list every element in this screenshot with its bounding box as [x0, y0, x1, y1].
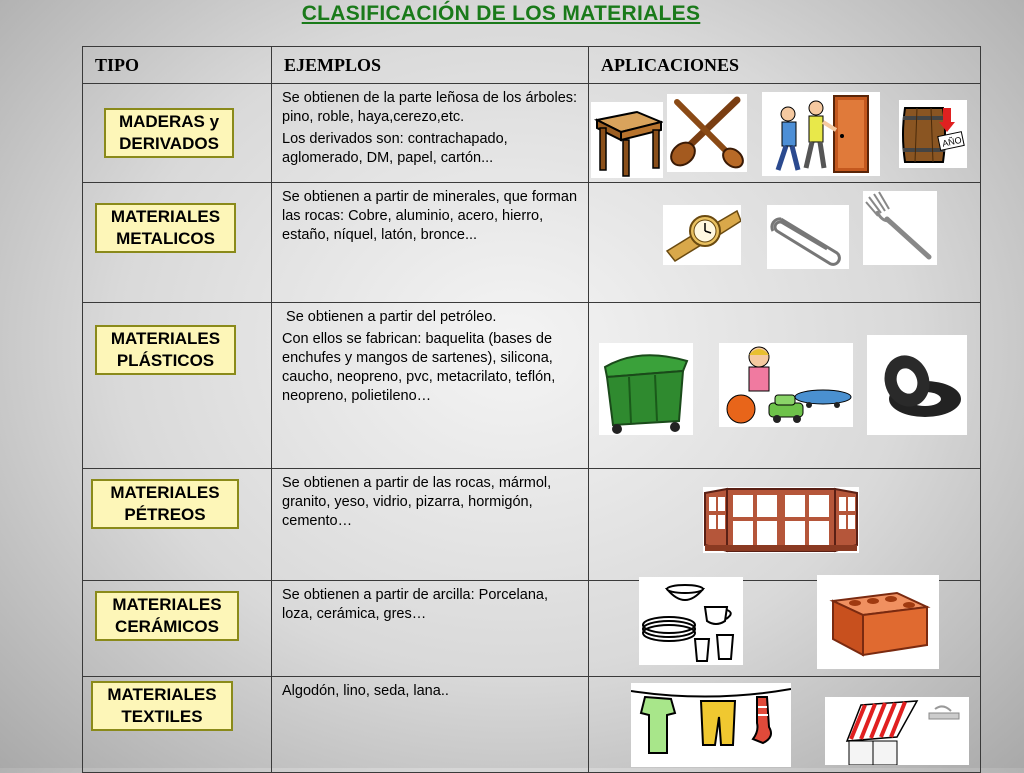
tires-image — [867, 335, 967, 435]
people-at-door-image — [762, 92, 880, 176]
table-row — [83, 581, 981, 677]
awning-image — [825, 697, 969, 765]
label-petreos: MATERIALES PÉTREOS — [91, 479, 239, 529]
header-row — [83, 47, 981, 84]
label-ceramicos: MATERIALES CERÁMICOS — [95, 591, 239, 641]
aplicaciones-cell — [589, 183, 981, 303]
fork-image — [863, 191, 937, 265]
tipo-cell — [83, 183, 272, 303]
ejemplos-cell: Algodón, lino, seda, lana.. — [272, 677, 589, 773]
tipo-cell — [83, 677, 272, 773]
header-aplicaciones: APLICACIONES — [589, 47, 981, 84]
label-metalicos: MATERIALES METALICOS — [95, 203, 236, 253]
label-maderas: MADERAS y DERIVADOS — [104, 108, 234, 158]
table-row — [83, 303, 981, 469]
aplicaciones-cell — [589, 677, 981, 773]
header-ejemplos: EJEMPLOS — [272, 47, 589, 84]
aplicaciones-cell — [589, 303, 981, 469]
aplicaciones-cell — [589, 469, 981, 581]
ejemplos-cell: Se obtienen a partir de arcilla: Porcelana, loza, cerámica, gres… — [272, 581, 589, 677]
aplicaciones-cell — [589, 84, 981, 183]
table-row — [83, 84, 981, 183]
header-tipo: TIPO — [83, 47, 272, 84]
tipo-cell — [83, 581, 272, 677]
label-textiles: MATERIALES TEXTILES — [91, 681, 233, 731]
wristwatch-image — [663, 205, 741, 265]
ejemplos-cell: Se obtienen de la parte leñosa de los árboles: pino, roble, haya,cerezo,etc. Los derivados son: contrachapado, aglomerado, DM, papel, cartón... — [272, 84, 589, 183]
table-row — [83, 677, 981, 773]
ejemplos-cell: Se obtienen a partir del petróleo. Con ellos se fabrican: baquelita (bases de enchufes y mangos de sartenes), silicona, caucho, neopreno, pvc, metacrilato, teflón, neopreno, polietileno… — [272, 303, 589, 469]
brick-image — [817, 575, 939, 669]
aplicaciones-cell — [589, 581, 981, 677]
slide-title: CLASIFICACIÓN DE LOS MATERIALES — [301, 2, 701, 25]
materials-table — [82, 46, 981, 773]
wooden-spoons-image — [667, 94, 747, 172]
window-image — [703, 487, 859, 553]
tipo-cell — [83, 469, 272, 581]
wooden-barrel-image — [899, 100, 967, 168]
ejemplos-cell: Se obtienen a partir de minerales, que forman las rocas: Cobre, aluminio, acero, hierro, estaño, níquel, latón, bronce... — [272, 183, 589, 303]
dishes-image — [639, 577, 743, 665]
girl-with-toys-image — [719, 343, 853, 427]
table-row — [83, 469, 981, 581]
ejemplos-cell: Se obtienen a partir de las rocas, mármol, granito, yeso, vidrio, pizarra, hormigón, cemento… — [272, 469, 589, 581]
tipo-cell — [83, 303, 272, 469]
clothesline-image — [631, 683, 791, 767]
paperclip-image — [767, 205, 849, 269]
green-trash-bin-image — [599, 343, 693, 435]
label-plasticos: MATERIALES PLÁSTICOS — [95, 325, 236, 375]
table-row — [83, 183, 981, 303]
barrel-tag-text: AÑO — [941, 134, 963, 149]
wooden-stool-image — [591, 102, 663, 178]
tipo-cell — [83, 84, 272, 183]
